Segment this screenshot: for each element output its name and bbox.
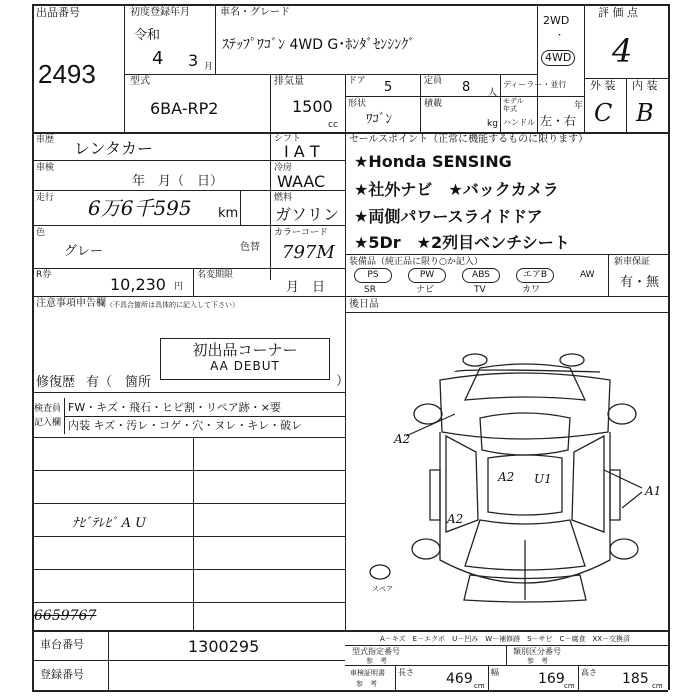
equip-abs: ABS (462, 268, 500, 283)
equip-tv: TV (474, 285, 486, 295)
fuel-label: 燃料 (274, 193, 293, 203)
equip-ps: PS (354, 268, 392, 283)
seats-value: 8 (462, 80, 471, 95)
grade-int-label: 内 装 (632, 79, 658, 92)
class-cert-label: 類別区分番号 (513, 647, 561, 656)
type-cert-ref: 参 考 (366, 657, 387, 665)
drive-2wd: 2WD (543, 14, 570, 27)
handwritten-stamp-number: 6659767 (34, 608, 97, 624)
warranty-label: 名変期限 (197, 270, 234, 280)
legend: A－キズ E－エクボ U－凹み W－補修跡 S－サビ C－腐食 XX－交換済 (380, 635, 631, 643)
recycle-value: 10,230 (110, 275, 166, 294)
shift-label: シフト (274, 134, 302, 144)
car-name: ｽﾃｯﾌﾟﾜｺﾞﾝ 4WD G･ﾎﾝﾀﾞｾﾝｼﾝｸﾞ (222, 37, 416, 53)
model-year-unit: 年 (574, 101, 584, 111)
color-value: グレー (64, 244, 104, 259)
color-label: 色 (36, 228, 46, 238)
fuel-value: ガソリン (275, 205, 340, 224)
damage-mark: A2 (447, 512, 464, 526)
doors-label: ドア (348, 76, 366, 86)
warranty-value: 月 日 (286, 280, 326, 295)
doors-value: 5 (384, 80, 393, 95)
body-label: 形状 (348, 99, 367, 109)
point-item: ★5Dr ★2列目ベンチシート (354, 233, 570, 252)
model-year-label: モデル 年式 (503, 97, 524, 113)
new-car-value: 有・無 (620, 275, 660, 290)
point-item: ★Honda SENSING (354, 152, 512, 171)
model-value: 6BA-RP2 (150, 99, 219, 118)
height-unit: cm (652, 682, 663, 690)
seats-unit: 人 (488, 88, 498, 98)
spare-label: スペア (372, 585, 393, 593)
recycle-unit: 円 (174, 282, 184, 292)
reg-month: 3 (188, 51, 199, 70)
grade-ext: C (594, 99, 613, 127)
class-cert-ref: 参 考 (527, 657, 548, 665)
length-unit: cm (474, 682, 485, 690)
equip-sr: SR (364, 285, 376, 295)
history-value: レンタカー (74, 139, 153, 158)
point-item: ★両側パワースライドドア (354, 207, 543, 226)
damage-mark: A2 (498, 470, 515, 484)
cc-unit: cc (328, 120, 338, 130)
mileage-unit: km (218, 206, 239, 221)
equip-aw: AW (580, 270, 595, 280)
new-car-label: 新車保証 (614, 257, 651, 267)
notes-label: 注意事項申告欄 (36, 298, 106, 309)
repair-value: 有（ 箇所 (86, 375, 152, 390)
grade-ext-label: 外 装 (590, 79, 616, 92)
ac-label: 冷房 (274, 163, 293, 173)
color-code: 797M (282, 242, 335, 263)
drive-dot: ・ (555, 31, 565, 41)
handle-label: ハンドル (503, 118, 535, 127)
equip-pw: PW (408, 268, 446, 283)
damage-mark: U1 (534, 472, 552, 486)
equip-leather: カワ (522, 285, 541, 295)
car-label: 車名・グレード (220, 7, 290, 18)
height-label: 高さ (581, 668, 597, 677)
chassis-label: 車台番号 (40, 638, 84, 651)
handwritten-note: ﾅﾋﾞﾃﾚﾋﾞ A U (72, 516, 147, 531)
type-cert-label: 型式指定番号 (352, 647, 400, 656)
damage-mark: A1 (645, 484, 662, 498)
lot-number: 2493 (38, 59, 96, 89)
mileage-label: 走行 (36, 193, 55, 203)
cc-label: 排気量 (274, 76, 304, 87)
debut-stamp-line1: 初出品コーナー (192, 341, 298, 359)
length-label: 長さ (398, 668, 414, 677)
height-value: 185 (622, 671, 649, 687)
seats-label: 定員 (424, 76, 443, 86)
grade-int: B (636, 99, 654, 127)
inspection-label: 車検 (36, 163, 55, 173)
checker-label1: 検査員 (34, 404, 62, 414)
drive-4wd: 4WD (541, 50, 575, 66)
width-unit: cm (564, 682, 575, 690)
repair-label: 修復歴 (36, 375, 76, 390)
reg-year: 4 (152, 48, 164, 69)
history-label: 車歴 (36, 135, 55, 145)
length-value: 469 (446, 671, 473, 687)
damage-mark: A2 (394, 432, 411, 446)
equip-airbag: エアB (516, 268, 554, 283)
load-unit: kg (487, 119, 498, 129)
registration-label: 登録番号 (40, 668, 84, 681)
point-item: ★社外ナビ ★バックカメラ (354, 180, 559, 199)
grade-score: 4 (612, 32, 633, 70)
recycle-label: R券 (36, 270, 52, 280)
cc-value: 1500 (292, 97, 333, 116)
inspection-value: 年 月（ 日） (132, 174, 224, 189)
repair-bracket: ） (336, 374, 350, 389)
equip-label: 装備品（純正品に限り○か記入） (349, 257, 483, 267)
width-label: 幅 (491, 668, 499, 677)
shift-value: I A T (284, 142, 320, 161)
points-label: セールスポイント（正常に機能するものに限ります） (349, 134, 589, 145)
checker-label2: 記入欄 (34, 418, 62, 428)
dims-ref: 参 考 (356, 680, 377, 688)
ac-value: WAAC (277, 172, 326, 191)
dealer-label: ディーラー・並行 (503, 80, 567, 89)
body-value: ﾜｺﾞﾝ (366, 112, 392, 127)
reg-era: 令和 (134, 28, 161, 43)
dims-label: 車検証明書 (350, 669, 385, 677)
color-code-label: カラーコード (274, 228, 329, 238)
checker-row1: FW・キズ・飛石・ヒビ割・リペア跡・×要 (68, 401, 281, 414)
load-label: 積載 (424, 99, 443, 109)
model-label: 型式 (130, 76, 150, 87)
lot-label: 出品番号 (36, 6, 80, 19)
grade-label: 評 価 点 (598, 6, 638, 19)
equip-navi: ナビ (416, 285, 435, 295)
reg-month-unit: 月 (204, 62, 214, 72)
rear-label: 後日品 (349, 299, 379, 310)
chassis-value: 1300295 (188, 637, 260, 656)
debut-stamp-line2: AA DEBUT (210, 359, 280, 373)
notes-sub: （不具合箇所は具体的に記入して下さい） (106, 301, 239, 309)
width-value: 169 (538, 671, 565, 687)
handle-value: 左・右 (540, 114, 577, 128)
mileage-value: 6万6千595 (88, 196, 192, 220)
checker-row2: 内装 キズ・汚レ・コゲ・穴・ヌレ・キレ・破レ (68, 419, 303, 432)
color-change-label: 色替 (240, 242, 260, 253)
reg-label: 初度登録年月 (130, 7, 190, 18)
